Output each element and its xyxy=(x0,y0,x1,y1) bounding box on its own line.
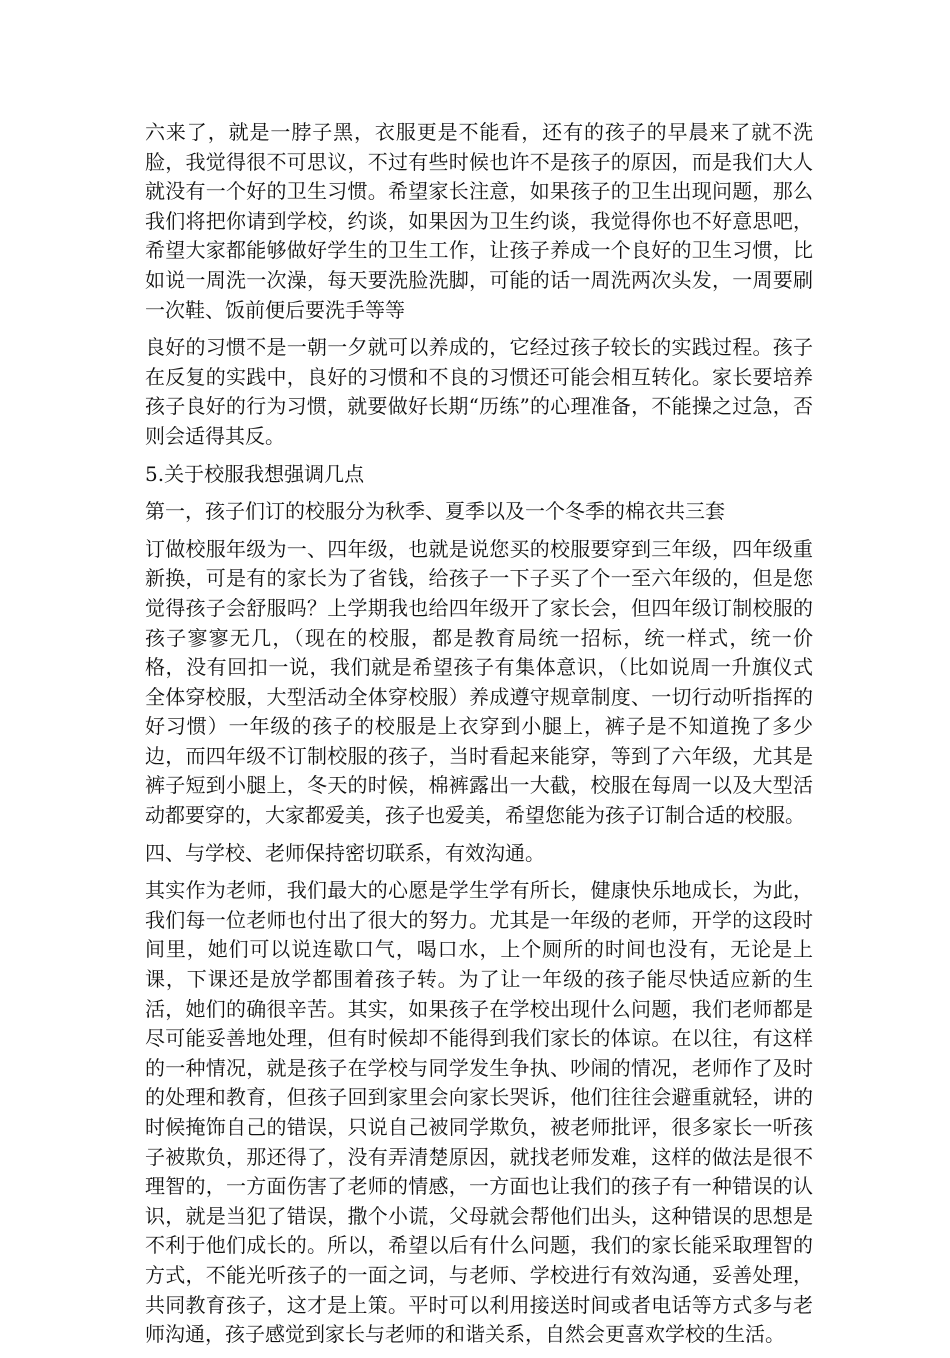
paragraph-uniform-ordering: 订做校服年级为一、四年级，也就是说您买的校服要穿到三年级，四年级重新换，可是有的家长为了省钱，给孩子一下子买了个一至六年级的，但是您觉得孩子会舒服吗？上学期我也给四年级开了家长会，但四年级订制校服的孩子寥寥无几，（现在的校服，都是教育局统一招标，统一样式，统一价格，没有回扣一说，我们就是希望孩子有集体意识，（比如说周一升旗仪式全体穿校服，大型活动全体穿校服）养成遵守规章制度、一切行动听指挥的好习惯）一年级的孩子的校服是上衣穿到小腿上，裤子是不知道挽了多少边，而四年级不订制校服的孩子，当时看起来能穿，等到了六年级，尤其是裤子短到小腿上，冬天的时候，棉裤露出一大截，校服在每周一以及大型活动都要穿的，大家都爱美，孩子也爱美，希望您能为孩子订制合适的校服。 xyxy=(145,536,813,828)
paragraph-uniform-first-point: 第一，孩子们订的校服分为秋季、夏季以及一个冬季的棉衣共三套 xyxy=(145,499,725,524)
heading-school-uniform: 5.关于校服我想强调几点 xyxy=(145,461,365,486)
paragraph-teacher-communication: 其实作为老师，我们最大的心愿是学生学有所长，健康快乐地成长，为此，我们每一位老师也付出了很大的努力。尤其是一年级的老师，开学的这段时间里，她们可以说连歇口气，喝口水，上个厕所的时间也没有，无论是上课，下课还是放学都围着孩子转。为了让一年级的孩子能尽快适应新的生活，她们的确很辛苦。其实，如果孩子在学校出现什么问题，我们老师都是尽可能妥善地处理，但有时候却不能得到我们家长的体谅。在以往，有这样的一种情况，就是孩子在学校与同学发生争执、吵闹的情况，老师作了及时的处理和教育，但孩子回到家里会向家长哭诉，他们往往会避重就轻，讲的时候掩饰自己的错误，只说自己被同学欺负，被老师批评，很多家长一听孩子被欺负，那还得了，没有弄清楚原因，就找老师发难，这样的做法是很不理智的，一方面伤害了老师的情感，一方面也让我们的孩子有一种错误的认识，就是当犯了错误，撒个小谎，父母就会帮他们出头，这种错误的思想是不利于他们成长的。所以，希望以后有什么问题，我们的家长能采取理智的方式，不能光听孩子的一面之词，与老师、学校进行有效沟通，妥善处理，共同教育孩子，这才是上策。平时可以利用接送时间或者电话等方式多与老师沟通，孩子感觉到家长与老师的和谐关系，自然会更喜欢学校的生活。 xyxy=(145,878,813,1347)
heading-contact-school: 四、与学校、老师保持密切联系，有效沟通。 xyxy=(145,840,545,865)
paragraph-hygiene-habits: 六来了，就是一脖子黑，衣服更是不能看，还有的孩子的早晨来了就不洗脸，我觉得很不可思议，不过有些时候也许不是孩子的原因，而是我们大人就没有一个好的卫生习惯。希望家长注意，如果孩子的卫生出现问题，那么我们将把你请到学校，约谈，如果因为卫生约谈，我觉得你也不好意思吧，希望大家都能够做好学生的卫生工作，让孩子养成一个良好的卫生习惯，比如说一周洗一次澡，每天要洗脸洗脚，可能的话一周洗两次头发，一周要刷一次鞋、饭前便后要洗手等等 xyxy=(145,120,813,322)
paragraph-good-habits: 良好的习惯不是一朝一夕就可以养成的，它经过孩子较长的实践过程。孩子在反复的实践中，良好的习惯和不良的习惯还可能会相互转化。家长要培养孩子良好的行为习惯，就要做好长期“历练”的心理准备，不能操之过急，否则会适得其反。 xyxy=(145,335,813,448)
document-page xyxy=(145,118,813,1358)
